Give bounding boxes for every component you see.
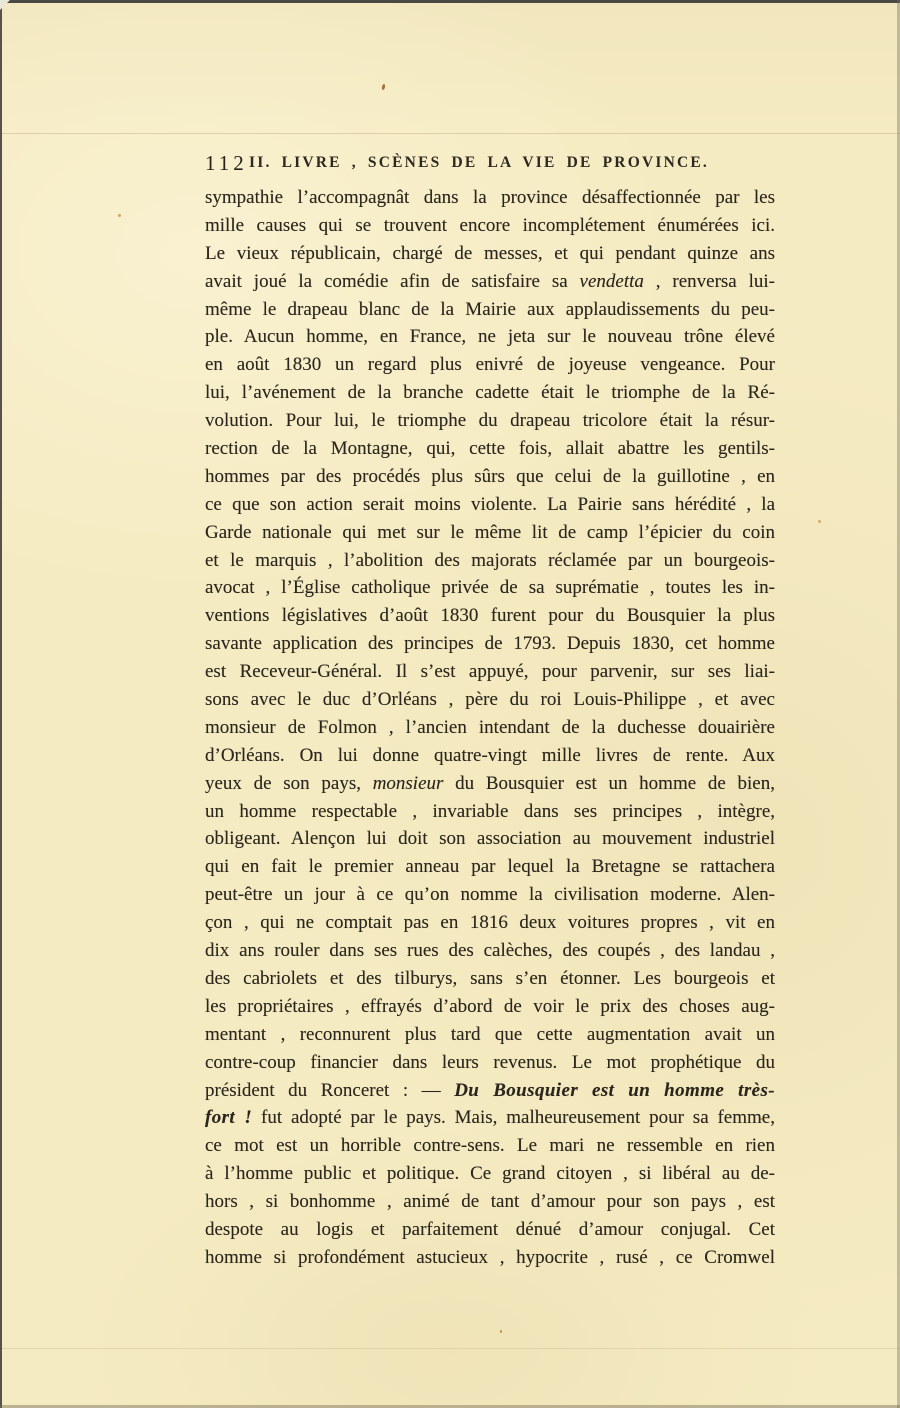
paper-speck (818, 520, 821, 523)
text-line: sons avec le duc d’Orléans , père du roi Louis-Philippe , et avec (205, 689, 775, 711)
running-title: II. LIVRE , SCÈNES DE LA VIE DE PROVINCE. (249, 154, 709, 171)
text-line: contre-coup financier dans leurs revenus. Le mot prophétique du (205, 1051, 775, 1073)
running-head (205, 150, 775, 176)
paper-fold-line-top (0, 133, 900, 134)
text-line: ventions législatives d’août 1830 furent pour du Bousquier la plus (205, 605, 775, 627)
text-line: et le marquis , l’abolition des majorats réclamée par un bourgeois- (205, 549, 775, 571)
text-line: avait joué la comédie afin de satisfaire sa vendetta , renversa lui- (205, 270, 775, 292)
text-line: hommes par des procédés plus sûrs que celui de la guillotine , en (205, 465, 775, 487)
paper-speck (381, 84, 385, 90)
text-line: lui, l’avénement de la branche cadette était le triomphe de la Ré- (205, 382, 775, 404)
text-line: volution. Pour lui, le triomphe du drapeau tricolore était la résur- (205, 410, 775, 432)
text-line: dix ans rouler dans ses rues des calèches, des coupés , des landau , (205, 940, 775, 962)
text-line: mille causes qui se trouvent encore incomplétement énumérées ici. (205, 214, 775, 236)
paper-fold-line-bottom (0, 1348, 900, 1349)
text-line: homme si profondément astucieux , hypocrite , rusé , ce Cromwel (205, 1246, 775, 1268)
text-line: les propriétaires , effrayés d’abord de voir le prix des choses aug- (205, 995, 775, 1017)
text-line: président du Ronceret : — Du Bousquier est un homme très- (205, 1079, 775, 1101)
text-line: est Receveur-Général. Il s’est appuyé, pour parvenir, sur ses liai- (205, 661, 775, 683)
text-line: d’Orléans. On lui donne quatre-vingt mille livres de rente. Aux (205, 744, 775, 766)
text-line: çon , qui ne comptait pas en 1816 deux voitures propres , vit en (205, 912, 775, 934)
text-line: Garde nationale qui met sur le même lit de camp l’épicier du coin (205, 521, 775, 543)
scan-corner-top-left (0, 0, 10, 10)
text-line: savante application des principes de 1793. Depuis 1830, cet homme (205, 633, 775, 655)
text-line: en août 1830 un regard plus enivré de joyeuse vengeance. Pour (205, 354, 775, 376)
text-line: obligeant. Alençon lui doit son association au mouvement industriel (205, 828, 775, 850)
text-line: un homme respectable , invariable dans ses principes , intègre, (205, 800, 775, 822)
page-number: 112 (205, 151, 248, 175)
text-line: ce que son action serait moins violente. La Pairie sans hérédité , la (205, 493, 775, 515)
text-line: ple. Aucun homme, en France, ne jeta sur le nouveau trône élevé (205, 326, 775, 348)
body-text (205, 184, 775, 1272)
text-line: des cabriolets et des tilburys, sans s’en étonner. Les bourgeois et (205, 967, 775, 989)
text-line: mentant , reconnurent plus tard que cette augmentation avait un (205, 1023, 775, 1045)
text-line: fort ! fut adopté par le pays. Mais, malheureusement pour sa femme, (205, 1107, 775, 1129)
text-line: monsieur de Folmon , l’ancien intendant de la duchesse douairière (205, 716, 775, 738)
text-line: yeux de son pays, monsieur du Bousquier est un homme de bien, (205, 772, 775, 794)
text-line: hors , si bonhomme , animé de tant d’amour pour son pays , est (205, 1191, 775, 1213)
text-line: sympathie l’accompagnât dans la province désaffectionnée par les (205, 187, 775, 208)
text-line: peut-être un jour à ce qu’on nomme la civilisation moderne. Alen- (205, 884, 775, 906)
text-line: rection de la Montagne, qui, cette fois, allait abattre les gentils- (205, 438, 775, 460)
scan-edge-top (0, 0, 900, 3)
text-line: à l’homme public et politique. Ce grand citoyen , si libéral au de- (205, 1163, 775, 1185)
paper-speck (118, 214, 121, 217)
text-line: despote au logis et parfaitement dénué d’amour conjugal. Cet (205, 1218, 775, 1240)
scan-edge-left (0, 0, 2, 1408)
text-line: qui en fait le premier anneau par lequel la Bretagne se rattachera (205, 856, 775, 878)
text-line: ce mot est un horrible contre-sens. Le mari ne ressemble en rien (205, 1135, 775, 1157)
text-line: Le vieux républicain, chargé de messes, et qui pendant quinze ans (205, 242, 775, 264)
text-line: avocat , l’Église catholique privée de sa suprématie , toutes les in- (205, 577, 775, 599)
text-line: même le drapeau blanc de la Mairie aux applaudissements du peu- (205, 298, 775, 320)
paper-speck (500, 1330, 502, 1333)
